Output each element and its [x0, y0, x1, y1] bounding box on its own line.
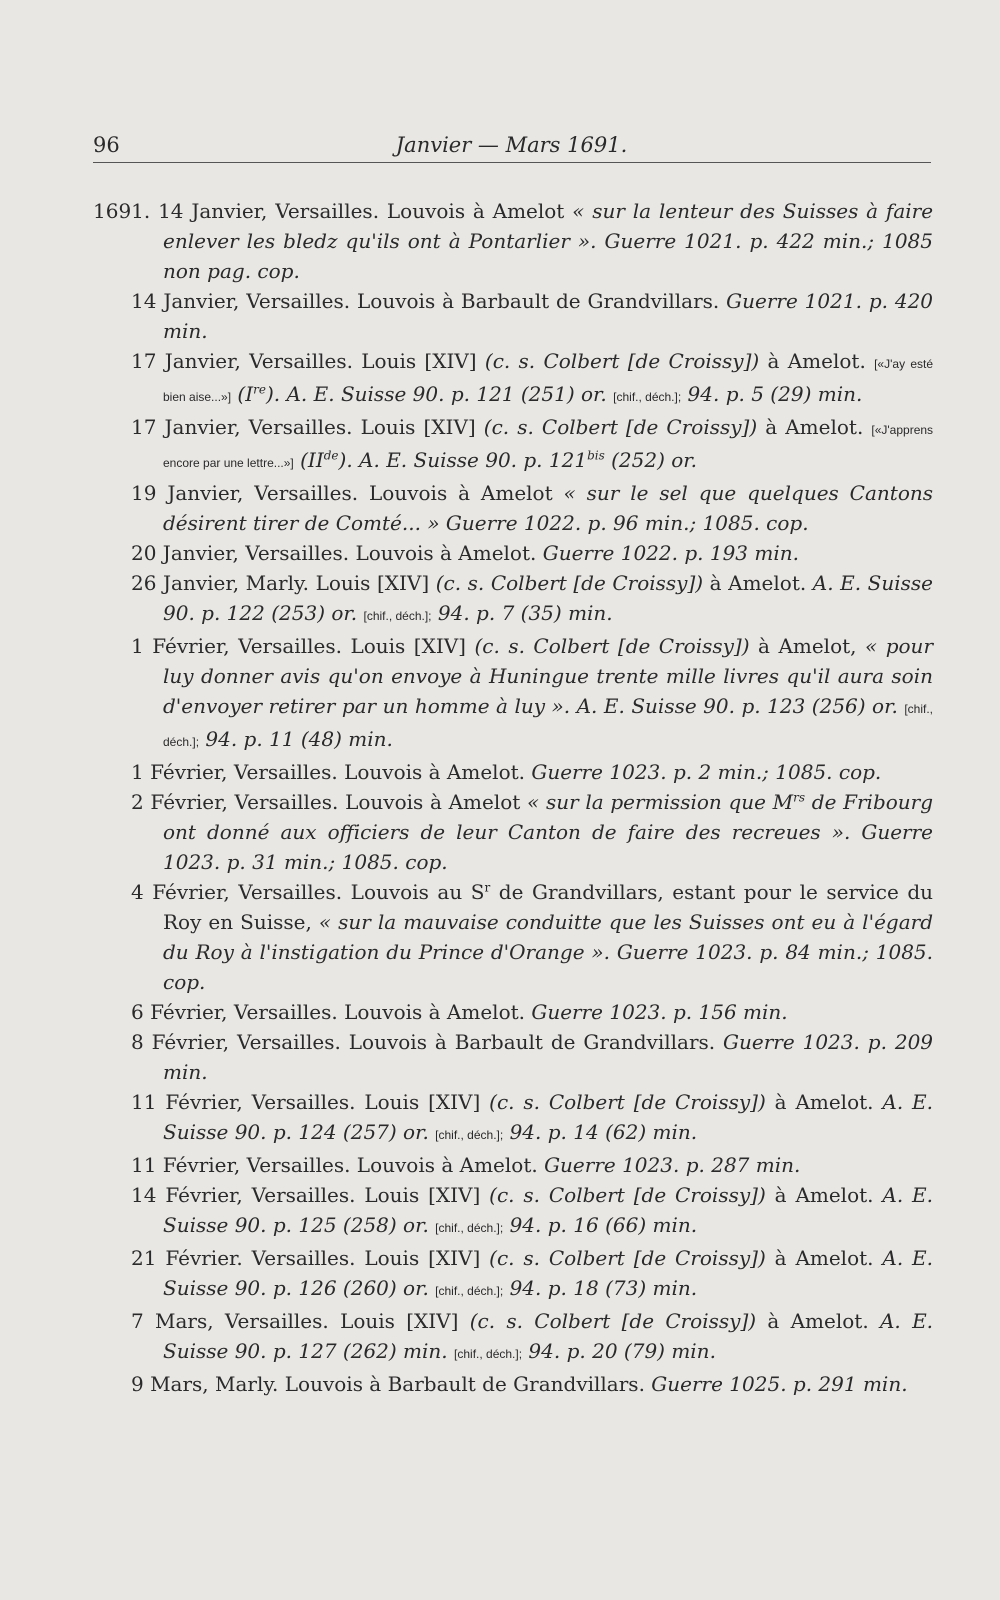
entry: 6 Février, Versailles. Louvois à Amelot. Guerre 1023. p. 156 min.: [131, 1000, 788, 1024]
page-number: 96: [93, 133, 120, 157]
entry: 20 Janvier, Versailles. Louvois à Amelot. Guerre 1022. p. 193 min.: [131, 541, 799, 565]
running-title: Janvier — Mars 1691.: [395, 133, 628, 157]
entry: 1 Février, Versailles. Louis [XIV] (c. s. Colbert [de Croissy]) à Amelot, « pour luy donner avis qu'on envoye à Huningue trente mille livres qu'il aura soin d'envoyer retirer par un homme à luy ». A. E. Suisse 90. p. 123 (256) or. [chif., déch.]; 94. p. 11 (48) min.: [131, 634, 934, 751]
entry: 2 Février, Versailles. Louvois à Amelot « sur la permission que $M^{rs}$ de Fribourg ont donné aux officiers de leur Canton de faire des recreues ». Guerre 1023. p. 31 min.; 1085. cop.: [131, 790, 934, 874]
entry: 11 Février, Versailles. Louvois à Amelot. Guerre 1023. p. 287 min.: [131, 1153, 801, 1177]
entry: 1691. 14 Janvier, Versailles. Louvois à Amelot « sur la lenteur des Suisses à faire enlever les bledz qu'ils ont à Pontarlier ». Guerre 1021. p. 422 min.; 1085 non pag. cop.: [93, 199, 934, 283]
entry: 14 Février, Versailles. Louis [XIV] (c. s. Colbert [de Croissy]) à Amelot. A. E. Suisse 90. p. 125 (258) or. [chif., déch.]; 94. p. 16 (66) min.: [131, 1183, 934, 1237]
entry: 7 Mars, Versailles. Louis [XIV] (c. s. Colbert [de Croissy]) à Amelot. A. E. Suisse 90. p. 127 (262) min. [chif., déch.]; 94. p. 20 (79) min.: [131, 1309, 934, 1363]
running-header: [93, 133, 930, 163]
entry: 4 Février, Versailles. Louvois au $S^r$ de Grandvillars, estant pour le service du Roy en Suisse, « sur la mauvaise conduitte que les Suisses ont eu à l'égard du Roy à l'instigation du Prince d'Orange ». Guerre 1023. p. 84 min.; 1085. cop.: [131, 880, 934, 994]
entry: 17 Janvier, Versailles. Louis [XIV] (c. s. Colbert [de Croissy]) à Amelot. [«J'ay esté bien aise...»] (Ire). A. E. Suisse 90. p. 121 (251) or. [chif., déch.]; 94. p. 5 (29) min.: [131, 349, 934, 406]
entry: 8 Février, Versailles. Louvois à Barbault de Grandvillars. Guerre 1023. p. 209 min.: [131, 1030, 934, 1084]
entry: 17 Janvier, Versailles. Louis [XIV] (c. s. Colbert [de Croissy]) à Amelot. [«J'apprens encore par une lettre...»] (IIde). A. E. Suisse 90. p. $121^{bis}$ (252) or.: [131, 415, 934, 472]
entry: 21 Février. Versailles. Louis [XIV] (c. s. Colbert [de Croissy]) à Amelot. A. E. Suisse 90. p. 126 (260) or. [chif., déch.]; 94. p. 18 (73) min.: [131, 1246, 934, 1300]
entry: 26 Janvier, Marly. Louis [XIV] (c. s. Colbert [de Croissy]) à Amelot. A. E. Suisse 90. p. 122 (253) or. [chif., déch.]; 94. p. 7 (35) min.: [131, 571, 933, 625]
header-rule: [93, 162, 931, 163]
entry: 19 Janvier, Versailles. Louvois à Amelot « sur le sel que quelques Cantons désirent tirer de Comté... » Guerre 1022. p. 96 min.; 1085. cop.: [131, 481, 934, 535]
entry: 14 Janvier, Versailles. Louvois à Barbault de Grandvillars. Guerre 1021. p. 420 min.: [131, 289, 934, 343]
entry: 11 Février, Versailles. Louis [XIV] (c. s. Colbert [de Croissy]) à Amelot. A. E. Suisse 90. p. 124 (257) or. [chif., déch.]; 94. p. 14 (62) min.: [131, 1090, 934, 1144]
entry: 9 Mars, Marly. Louvois à Barbault de Grandvillars. Guerre 1025. p. 291 min.: [131, 1372, 908, 1396]
entry-list: [93, 196, 933, 1399]
entry: 1 Février, Versailles. Louvois à Amelot. Guerre 1023. p. 2 min.; 1085. cop.: [131, 760, 882, 784]
